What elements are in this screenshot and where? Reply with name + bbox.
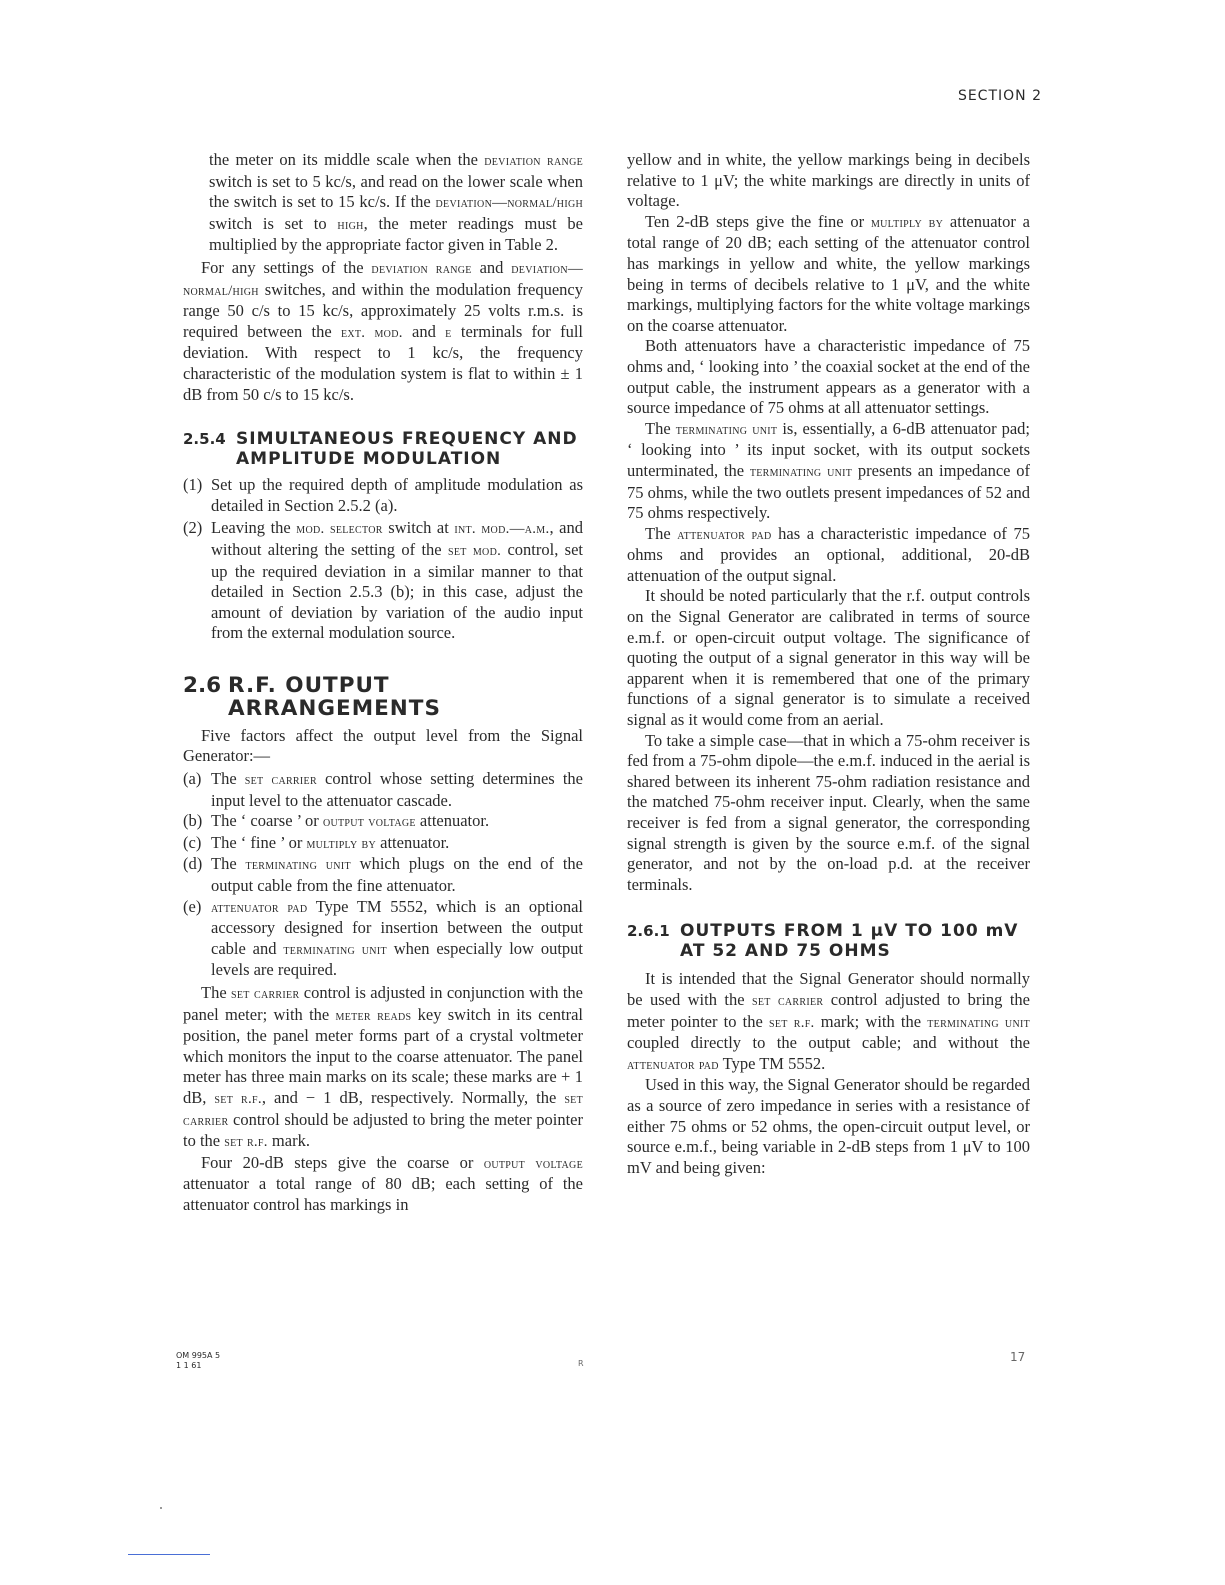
- list-item: (e) attenuator pad Type TM 5552, which is an optional accessory designed for insertion between the output cable and terminating unit when especially low output levels are required.: [183, 896, 584, 980]
- printer-mark: R: [578, 1359, 584, 1368]
- scan-artifact-line: [128, 1554, 210, 1555]
- list-item: (2) Leaving the mod. selector switch at int. mod.—a.m., and without altering the setting of the set mod. control, set up the required deviation in a similar manner to that detailed in Section 2.5.3 (b); in this case, adjust the amount of deviation by variation of the audio input from the external modulation source.: [183, 518, 583, 643]
- scan-artifact-dot: [160, 1507, 162, 1509]
- paragraph: It should be noted particularly that the r.f. output controls on the Signal Generator are calibrated in terms of source e.m.f. or open-circuit output voltage. The significance of quoting the output of a signal generator in this way will be apparent when it is remembered that one of the primary functions of a signal generator is to simulate a received signal as it would come from an aerial.: [627, 586, 1030, 730]
- paragraph: The set carrier control is adjusted in conjunction with the panel meter; with the meter reads key switch in its central position, the panel meter forms part of a crystal voltmeter which monitors the input to the coarse attenuator. The panel meter has three main marks on its scale; these marks are + 1 dB, set r.f., and − 1 dB, respectively. Normally, the set carrier control should be adjusted to bring the meter pointer to the set r.f. mark.: [183, 983, 583, 1151]
- paragraph: For any settings of the deviation range and deviation—normal/high switches, and within the modulation frequency range 50 c/s to 15 kc/s, approximately 25 volts r.m.s. is required between the ext. mod. and e terminals for full deviation. With respect to 1 kc/s, the frequency characteristic of the modulation system is flat to within ± 1 dB from 50 c/s to 15 kc/s.: [183, 257, 583, 404]
- list-item: (a) The set carrier control whose setting determines the input level to the attenuator cascade.: [183, 769, 583, 810]
- running-head: SECTION 2: [957, 88, 1042, 104]
- list-item: (d) The terminating unit which plugs on the end of the output cable from the fine attenuator.: [183, 854, 584, 896]
- paragraph: The terminating unit is, essentially, a 6-dB attenuator pad; ‘ looking into ’ its input socket, with its output sockets unterminated, the terminating unit presents an impedance of 75 ohms, while the two outlets present impedances of 52 and 75 ohms respectively.: [627, 418, 1030, 523]
- paragraph: To take a simple case—that in which a 75-ohm receiver is fed from a 75-ohm dipole—the e.m.f. induced in the aerial is shared between its inherent 75-ohm radiation resistance and the matched 75-ohm receiver input. Clearly, when the same receiver is fed from a signal generator, the corresponding signal strength is given by the source e.m.f. of the signal generator, and not by the on-load p.d. at the receiver terminals.: [627, 730, 1030, 894]
- paragraph: The attenuator pad has a characteristic impedance of 75 ohms and provides an optional, additional, 20-dB attenuation of the output signal.: [627, 523, 1031, 585]
- list-item: (c) The ‘ fine ’ or multiply by attenuator.: [183, 832, 450, 852]
- paragraph: Used in this way, the Signal Generator should be regarded as a source of zero impedance in series with a resistance of either 75 ohms or 52 ohms, the open-circuit output level, or source e.m.f., being variable in 2-dB steps from 1 μV to 100 mV and being given:: [627, 1075, 1030, 1177]
- paragraph: Four 20-dB steps give the coarse or output voltage attenuator a total range of 80 dB; each setting of the attenuator control has markings in: [183, 1152, 583, 1214]
- section-heading-2-6-1: 2.6.1 OUTPUTS FROM 1 μV TO 100 mV AT 52 AND 75 OHMS: [627, 921, 1019, 962]
- right-column: [627, 150, 1030, 1178]
- paragraph: yellow and in white, the yellow markings being in decibels relative to 1 μV; the white markings are directly in units of voltage.: [627, 150, 1030, 211]
- paragraph: the meter on its middle scale when the deviation range switch is set to 5 kc/s, and read on the lower scale when the switch is set to 15 kc/s. If the deviation—normal/high switch is set to high, the meter readings must be multiplied by the appropriate factor given in Table 2.: [209, 150, 583, 255]
- section-heading-2-6: 2.6 R.F. OUTPUT ARRANGEMENTS: [183, 672, 441, 721]
- paragraph: Both attenuators have a characteristic impedance of 75 ohms and, ‘ looking into ’ the coaxial socket at the end of the output cable, the instrument appears as a generator with a source impedance of 75 ohms at all attenuator settings.: [627, 336, 1030, 418]
- paragraph: Five factors affect the output level from the Signal Generator:—: [183, 725, 583, 766]
- document-code: OM 995A 5 1 1 61: [176, 1351, 221, 1370]
- section-heading-2-5-4: 2.5.4 SIMULTANEOUS FREQUENCY AND AMPLITUDE MODULATION: [183, 429, 578, 470]
- left-column: [183, 150, 583, 1216]
- list-item: (b) The ‘ coarse ’ or output voltage attenuator.: [183, 811, 490, 831]
- paragraph: It is intended that the Signal Generator should normally be used with the set carrier control adjusted to bring the meter pointer to the set r.f. mark; with the terminating unit coupled directly to the output cable; and without the attenuator pad Type TM 5552.: [627, 969, 1031, 1073]
- list-item: (1) Set up the required depth of amplitude modulation as detailed in Section 2.5.2 (a).: [183, 475, 583, 515]
- paragraph: Ten 2-dB steps give the fine or multiply by attenuator a total range of 20 dB; each setting of the attenuator control has markings in yellow and white, the yellow markings being in terms of decibels relative to 1 μV, and the white markings, multiplying factors for the white voltage markings on the coarse attenuator.: [627, 211, 1030, 335]
- page-number: 17: [1010, 1350, 1026, 1364]
